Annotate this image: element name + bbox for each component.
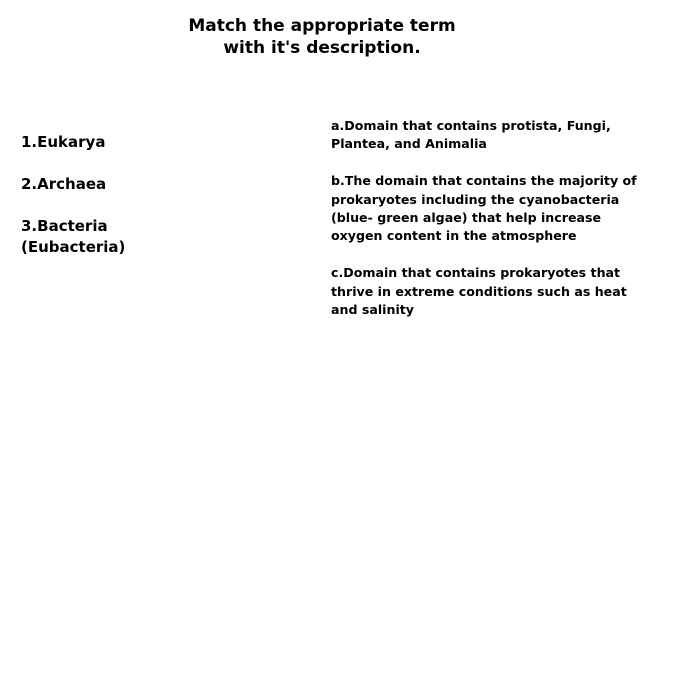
description-item-c: c.Domain that contains prokaryotes that thrive in extreme conditions such as heat and salinity [331, 265, 627, 318]
description-item-a: a.Domain that contains protista, Fungi, Plantea, and Animalia [331, 118, 611, 152]
term-item-bacteria: 3.Bacteria (Eubacteria) [21, 217, 126, 256]
title-line-2: with it's description. [223, 38, 421, 58]
descriptions-list [331, 117, 649, 338]
page-title [172, 15, 472, 59]
term-item-archaea: 2.Archaea [21, 175, 107, 193]
description-item-b: b.The domain that contains the majority of prokaryotes including the cyanobacteria (blue- green algae) that help increase oxygen content in the atmosphere [331, 173, 637, 244]
terms-list [21, 132, 281, 279]
title-line-1: Match the appropriate term [188, 16, 456, 36]
term-item-eukarya: 1.Eukarya [21, 133, 106, 151]
